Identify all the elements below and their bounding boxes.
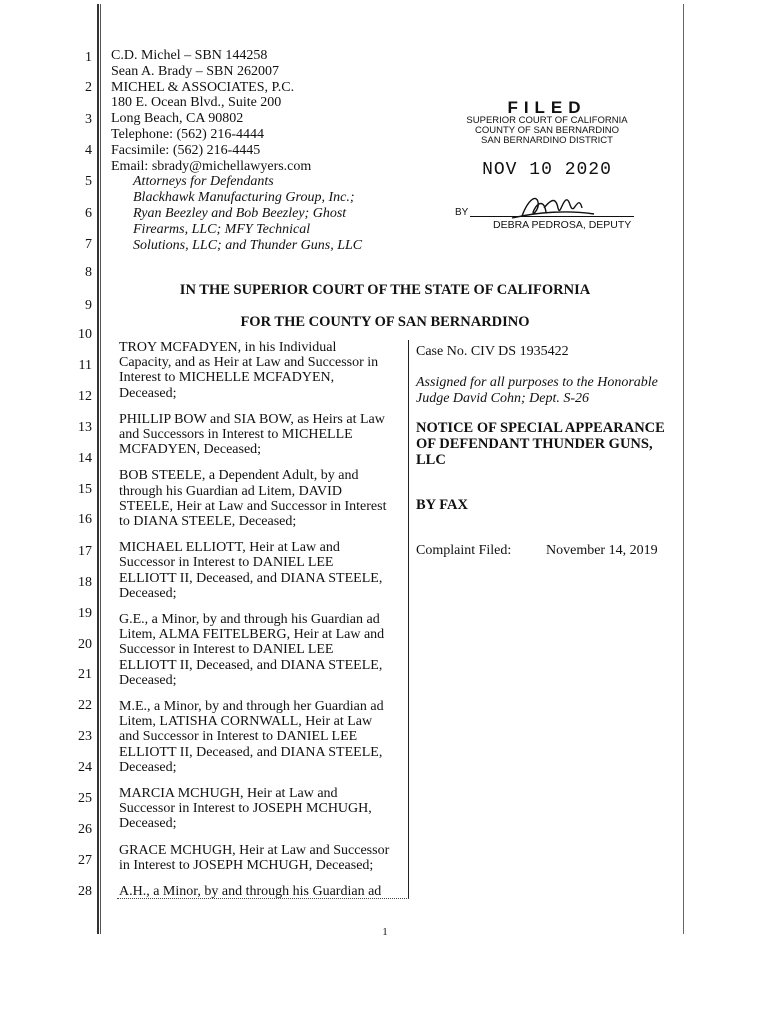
attorneys-for-line: Solutions, LLC; and Thunder Guns, LLC [133,237,363,253]
line-number: 12 [78,389,92,404]
case-number: Case No. CIV DS 1935422 [416,344,569,359]
party-entry: PHILLIP BOW and SIA BOW, as Heirs at Law and Successors in Interest to MICHELLE MCFADYEN, Deceased; [119,411,385,458]
attorney-line: Email: sbrady@michellawyers.com [111,158,312,174]
document-title-line: OF DEFENDANT THUNDER GUNS, [416,436,653,452]
line-number: 28 [78,884,92,899]
party-entry: G.E., a Minor, by and through his Guardian ad Litem, ALMA FEITELBERG, Heir at Law and Successor in Interest to DANIEL LEE ELLIOTT II, Deceased, and DIANA STEELE, Deceased; [119,612,385,688]
line-number: 10 [78,327,92,342]
left-margin-rule-inner [100,4,101,934]
left-margin-rule [97,4,99,934]
document-title-line: LLC [416,452,446,468]
deputy-name: DEBRA PEDROSA, DEPUTY [493,219,632,231]
line-number: 18 [78,575,92,590]
page-number: 1 [382,926,388,938]
attorney-line: Long Beach, CA 90802 [111,111,244,127]
caption-parties [119,340,391,910]
line-number: 5 [85,174,92,189]
attorneys-for-line: Attorneys for Defendants [133,174,274,190]
line-number: 14 [78,451,92,466]
attorney-line: Telephone: (562) 216-4444 [111,126,264,142]
stamp-court-line: COUNTY OF SAN BERNARDINO [475,125,619,136]
attorneys-for-line: Ryan Beezley and Bob Beezley; Ghost [133,205,347,221]
party-entry: GRACE MCHUGH, Heir at Law and Successor in Interest to JOSEPH MCHUGH, Deceased; [119,842,390,873]
stamp-court-line: SAN BERNARDINO DISTRICT [481,135,613,146]
line-number: 3 [85,112,92,127]
attorney-line: Sean A. Brady – SBN 262007 [111,63,279,79]
line-number: 24 [78,760,92,775]
court-heading-line: FOR THE COUNTY OF SAN BERNARDINO [240,314,530,330]
stamp-court-line: SUPERIOR COURT OF CALIFORNIA [466,115,628,126]
filed-stamp [462,99,632,180]
attorneys-for-line: Blackhawk Manufacturing Group, Inc.; [133,190,355,206]
stamp-date: NOV 10 2020 [482,160,612,180]
attorney-line: MICHEL & ASSOCIATES, P.C. [111,79,295,95]
line-number: 22 [78,698,92,713]
complaint-filed-date: November 14, 2019 [546,543,658,558]
stamp-by-label: BY [455,207,469,218]
line-number: 16 [78,512,92,527]
line-number: 11 [78,358,92,373]
assignment-line: Judge David Cohn; Dept. S-26 [416,391,590,406]
line-number: 27 [78,853,92,868]
line-number: 6 [85,206,92,221]
line-number: 9 [85,298,92,313]
party-entry: TROY MCFADYEN, in his Individual Capacity, and as Heir at Law and Successor in Interest to MICHELLE MCFADYEN, Deceased; [119,340,379,401]
attorneys-for-line: Firearms, LLC; MFY Technical [133,221,311,237]
document-title-line: NOTICE OF SPECIAL APPEARANCE [416,420,665,436]
line-number: 19 [78,606,92,621]
line-number: 8 [85,265,92,280]
assignment-line: Assigned for all purposes to the Honorable [416,375,658,390]
caption-bottom-rule [117,898,409,899]
court-heading-line: IN THE SUPERIOR COURT OF THE STATE OF CALIFORNIA [179,282,591,298]
line-number: 2 [85,80,92,95]
by-fax-label: BY FAX [416,497,468,513]
line-number: 13 [78,420,92,435]
party-entry: MICHAEL ELLIOTT, Heir at Law and Successor in Interest to DANIEL LEE ELLIOTT II, Deceased, and DIANA STEELE, Deceased; [119,540,383,601]
attorney-block [111,48,362,253]
line-number: 26 [78,822,92,837]
filed-label: FILED [507,98,587,117]
line-number: 7 [85,237,92,252]
line-number: 21 [78,667,92,682]
attorney-line: 180 E. Ocean Blvd., Suite 200 [111,95,282,111]
complaint-filed-label: Complaint Filed: [416,543,512,558]
party-entry: BOB STEELE, a Dependent Adult, by and through his Guardian ad Litem, DAVID STEELE, Heir at Law and Successor in Interest to DIANA STEELE, Deceased; [119,468,387,530]
attorney-line: C.D. Michel – SBN 144258 [111,48,268,63]
right-margin-rule [683,4,684,934]
party-entry: A.H., a Minor, by and through his Guardian ad [119,884,382,900]
line-number: 4 [85,143,92,158]
line-number: 17 [78,544,92,559]
line-number: 25 [78,791,92,806]
party-entry: MARCIA MCHUGH, Heir at Law and Successor in Interest to JOSEPH MCHUGH, Deceased; [119,786,372,832]
line-number: 23 [78,729,92,744]
line-number: 20 [78,637,92,652]
party-entry: M.E., a Minor, by and through her Guardian ad Litem, LATISHA CORNWALL, Heir at Law and Successor in Interest to DANIEL LEE ELLIOTT II, Deceased, and DIANA STEELE, Deceased; [119,699,384,775]
line-number: 1 [85,50,92,65]
attorney-line: Facsimile: (562) 216-4445 [111,142,261,158]
line-number: 15 [78,482,92,497]
caption-divider [408,340,409,898]
